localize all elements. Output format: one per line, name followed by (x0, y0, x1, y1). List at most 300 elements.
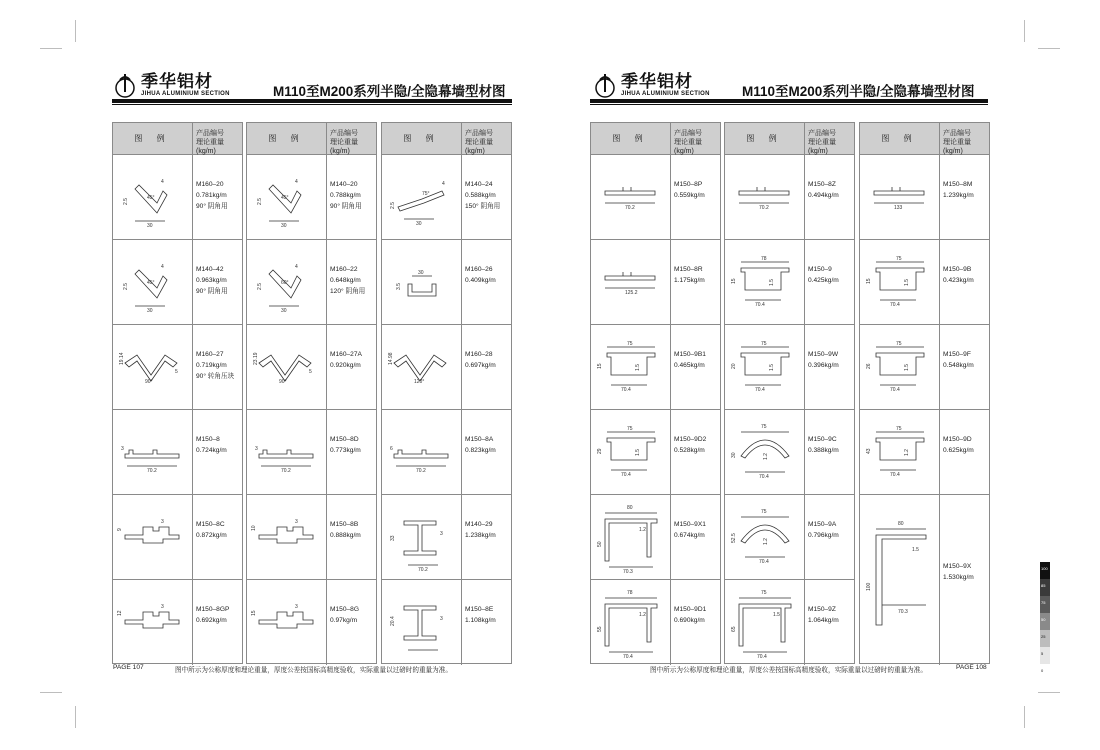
svg-text:30: 30 (281, 308, 287, 314)
header-rule-thin (112, 104, 512, 105)
svg-text:80: 80 (627, 505, 633, 511)
profile-drawing (860, 495, 940, 665)
svg-text:75: 75 (761, 424, 767, 430)
svg-text:70.4: 70.4 (890, 302, 900, 308)
profile-weight: 0.788kg/m (330, 192, 361, 199)
svg-text:120°: 120° (414, 379, 425, 385)
profile-row (247, 495, 376, 580)
profile-code: M150–8P (674, 181, 703, 188)
profile-row (113, 325, 242, 410)
profile-weight: 1.238kg/m (465, 532, 496, 539)
svg-text:2.5: 2.5 (123, 283, 129, 290)
svg-text:70.2: 70.2 (416, 468, 426, 474)
svg-text:1.2: 1.2 (639, 527, 646, 533)
svg-text:5: 5 (309, 369, 312, 375)
left-catalog-column (381, 122, 512, 664)
profile-drawing (725, 580, 805, 665)
profile-diagram (382, 240, 461, 325)
profile-weight: 0.548kg/m (943, 362, 974, 369)
svg-text:30: 30 (147, 223, 153, 229)
svg-text:70.4: 70.4 (755, 302, 765, 308)
profile-row (247, 240, 376, 325)
svg-text:26: 26 (866, 363, 872, 369)
profile-note: 150° 阴角用 (465, 203, 501, 210)
profile-row (382, 410, 511, 495)
profile-weight: 0.409kg/m (465, 277, 496, 284)
profile-weight: 0.674kg/m (674, 532, 705, 539)
profile-note: 120° 阴角用 (330, 288, 366, 295)
color-swatch: 50 (1040, 613, 1050, 630)
profile-drawing (725, 410, 805, 494)
svg-text:100: 100 (866, 582, 872, 591)
header-figure-label: 图 例 (113, 123, 193, 154)
svg-text:1.5: 1.5 (635, 449, 641, 456)
profile-drawing (247, 325, 327, 409)
svg-text:9: 9 (117, 528, 123, 531)
profile-diagram (247, 495, 326, 580)
brand-logo (592, 72, 710, 98)
svg-text:15: 15 (866, 278, 872, 284)
svg-text:1.5: 1.5 (769, 364, 775, 371)
header-code-label (462, 123, 511, 154)
svg-text:29: 29 (597, 448, 603, 454)
profile-diagram (382, 410, 461, 495)
right-catalog-column (590, 122, 721, 664)
svg-text:15: 15 (251, 610, 257, 616)
profile-weight: 0.425kg/m (808, 277, 839, 284)
footer-note: 图中所示为公称厚度和理论重量，厚度公差按国标高精度验收，实际重量以过磅时的重量为准。 (175, 667, 452, 674)
profile-code: M150–9D1 (674, 606, 707, 613)
svg-text:70.4: 70.4 (759, 559, 769, 565)
profile-info (327, 155, 376, 239)
profile-weight: 0.888kg/m (330, 532, 361, 539)
profile-info (462, 155, 511, 239)
profile-code: M150–9X (943, 563, 972, 570)
svg-text:6: 6 (390, 446, 393, 452)
header-code-label (193, 123, 242, 154)
profile-code: M150–8D (330, 436, 359, 443)
header-weight: 理论重量(kg/m) (465, 139, 493, 155)
profile-row (725, 580, 854, 665)
svg-text:70.4: 70.4 (621, 387, 631, 393)
profile-row (860, 325, 989, 410)
color-swatch: 85 (1040, 579, 1050, 596)
profile-note: 90° 阴角用 (196, 288, 228, 295)
header-code: 产品编号 (808, 130, 836, 137)
svg-text:2.5: 2.5 (123, 198, 129, 205)
profile-code: M150–9W (808, 351, 839, 358)
profile-row (725, 495, 854, 580)
profile-weight: 0.724kg/m (196, 447, 227, 454)
profile-info (805, 410, 854, 494)
brand-name-en: JIHUA ALUMINIUM SECTION (621, 91, 710, 97)
profile-row (382, 325, 511, 410)
svg-text:19.14: 19.14 (119, 352, 125, 365)
profile-diagram (591, 495, 670, 580)
svg-text:45°: 45° (147, 280, 155, 286)
profile-info (327, 240, 376, 324)
header-figure-label: 图 例 (725, 123, 805, 154)
svg-text:1.2: 1.2 (763, 538, 769, 545)
svg-text:1.5: 1.5 (635, 364, 641, 371)
profile-info (462, 410, 511, 494)
profile-weight: 1.239kg/m (943, 192, 974, 199)
profile-row (591, 325, 720, 410)
profile-code: M150–8G (330, 606, 359, 613)
profile-weight: 0.823kg/m (465, 447, 496, 454)
profile-row (725, 155, 854, 240)
profile-row (591, 155, 720, 240)
profile-drawing (591, 580, 671, 665)
header-figure-label: 图 例 (247, 123, 327, 154)
profile-diagram (382, 495, 461, 580)
profile-row (382, 495, 511, 580)
svg-text:60°: 60° (281, 280, 289, 286)
profile-row (725, 325, 854, 410)
profile-code: M150–9F (943, 351, 971, 358)
profile-drawing (725, 495, 805, 579)
column-header (113, 123, 242, 155)
profile-code: M150–8R (674, 266, 703, 273)
header-code: 产品编号 (674, 130, 702, 137)
profile-code: M150–8A (465, 436, 494, 443)
profile-code: M160–27 (196, 351, 224, 358)
profile-info (462, 325, 511, 409)
profile-drawing (113, 240, 193, 324)
profile-drawing (860, 325, 940, 409)
profile-info (671, 240, 720, 324)
profile-diagram (725, 410, 804, 495)
profile-drawing (725, 325, 805, 409)
header-code-label (327, 123, 376, 154)
profile-weight: 0.773kg/m (330, 447, 361, 454)
profile-diagram (382, 155, 461, 240)
svg-text:4: 4 (295, 264, 298, 270)
svg-text:70.2: 70.2 (418, 567, 428, 573)
profile-drawing (591, 155, 671, 239)
profile-info (671, 325, 720, 409)
svg-text:75: 75 (761, 590, 767, 596)
profile-drawing (247, 495, 327, 579)
svg-text:1.2: 1.2 (904, 449, 910, 456)
profile-code: M150–8GP (196, 606, 230, 613)
profile-note: 90° 阴角用 (196, 203, 228, 210)
svg-text:3: 3 (295, 519, 298, 525)
right-catalog-column (859, 122, 990, 664)
profile-code: M140–20 (330, 181, 358, 188)
profile-drawing (382, 410, 462, 494)
profile-drawing (591, 325, 671, 409)
profile-info (671, 155, 720, 239)
left-catalog-column (246, 122, 377, 664)
profile-drawing (113, 495, 193, 579)
profile-drawing (247, 410, 327, 494)
svg-text:2.5: 2.5 (257, 283, 263, 290)
profile-info (671, 410, 720, 494)
right-catalog-column (724, 122, 855, 664)
profile-row (247, 580, 376, 665)
profile-diagram (113, 240, 192, 325)
brand-logo (112, 72, 230, 98)
svg-text:78: 78 (627, 590, 633, 596)
svg-text:1.2: 1.2 (639, 612, 646, 618)
svg-text:3: 3 (440, 531, 443, 537)
profile-drawing (113, 155, 193, 239)
svg-text:4: 4 (161, 264, 164, 270)
profile-weight: 0.465kg/m (674, 362, 705, 369)
svg-text:70.2: 70.2 (759, 205, 769, 211)
profile-weight: 0.692kg/m (196, 617, 227, 624)
profile-row (247, 155, 376, 240)
profile-row (591, 410, 720, 495)
profile-diagram (247, 580, 326, 665)
svg-text:4: 4 (161, 179, 164, 185)
svg-text:1.5: 1.5 (904, 279, 910, 286)
profile-info (462, 580, 511, 665)
profile-info (193, 325, 242, 409)
svg-text:70.2: 70.2 (625, 205, 635, 211)
profile-drawing (591, 240, 671, 324)
header-rule-thin (590, 104, 988, 105)
svg-text:75: 75 (896, 256, 902, 262)
profile-drawing (725, 240, 805, 324)
page-title: M110至M200系列半隐/全隐幕墙型材图 (742, 84, 975, 99)
profile-info (940, 325, 989, 409)
svg-text:52.5: 52.5 (731, 533, 737, 543)
profile-row (725, 410, 854, 495)
profile-weight: 0.872kg/m (196, 532, 227, 539)
profile-note: 90° 转角压块 (196, 373, 235, 380)
header-code: 产品编号 (465, 130, 493, 137)
profile-diagram (591, 240, 670, 325)
profile-info (193, 410, 242, 494)
svg-text:30: 30 (418, 270, 424, 276)
svg-text:43: 43 (866, 448, 872, 454)
header-code-label (805, 123, 854, 154)
profile-weight: 0.625kg/m (943, 447, 974, 454)
column-header (725, 123, 854, 155)
svg-text:15: 15 (731, 278, 737, 284)
svg-text:2.5: 2.5 (257, 198, 263, 205)
profile-drawing (382, 155, 462, 239)
header-rule (112, 99, 512, 103)
profile-code: M150–9B1 (674, 351, 706, 358)
header-weight: 理论重量(kg/m) (808, 139, 836, 155)
profile-info (671, 495, 720, 579)
svg-text:90°: 90° (279, 379, 287, 385)
profile-weight: 0.796kg/m (808, 532, 839, 539)
svg-text:3: 3 (255, 446, 258, 452)
profile-drawing (591, 495, 671, 579)
logo-mark-icon (112, 72, 138, 98)
profile-code: M140–24 (465, 181, 493, 188)
profile-weight: 1.530kg/m (943, 574, 974, 581)
svg-text:2.5: 2.5 (390, 202, 396, 209)
svg-text:33: 33 (390, 535, 396, 541)
profile-code: M150–8Z (808, 181, 836, 188)
profile-weight: 0.559kg/m (674, 192, 705, 199)
header-code: 产品编号 (330, 130, 358, 137)
svg-text:30: 30 (731, 452, 737, 458)
profile-info (671, 580, 720, 665)
svg-text:3: 3 (295, 604, 298, 610)
svg-text:75°: 75° (422, 191, 430, 197)
profile-weight: 0.697kg/m (465, 362, 496, 369)
svg-text:3: 3 (161, 604, 164, 610)
profile-drawing (113, 410, 193, 494)
header-weight: 理论重量(kg/m) (674, 139, 702, 155)
svg-text:70.4: 70.4 (890, 387, 900, 393)
header-figure-label: 图 例 (382, 123, 462, 154)
profile-code: M150–8B (330, 521, 359, 528)
profile-code: M160–28 (465, 351, 493, 358)
svg-text:14.98: 14.98 (388, 352, 394, 365)
svg-text:55: 55 (597, 626, 603, 632)
profile-weight: 0.388kg/m (808, 447, 839, 454)
profile-info (327, 325, 376, 409)
profile-diagram (591, 580, 670, 665)
svg-text:70.2: 70.2 (281, 468, 291, 474)
profile-info (327, 580, 376, 665)
column-header (591, 123, 720, 155)
header-weight: 理论重量(kg/m) (196, 139, 224, 155)
svg-text:1.5: 1.5 (904, 364, 910, 371)
svg-text:20.4: 20.4 (390, 616, 396, 626)
svg-text:78: 78 (761, 256, 767, 262)
profile-diagram (725, 155, 804, 240)
profile-diagram (247, 155, 326, 240)
profile-weight: 0.588kg/m (465, 192, 496, 199)
profile-drawing (382, 325, 462, 409)
profile-drawing (382, 580, 462, 665)
profile-info (805, 240, 854, 324)
svg-text:30: 30 (416, 221, 422, 227)
svg-text:75: 75 (761, 509, 767, 515)
profile-weight: 0.648kg/m (330, 277, 361, 284)
profile-info (327, 410, 376, 494)
color-swatch: 5 (1040, 647, 1050, 664)
profile-diagram (725, 580, 804, 665)
left-catalog-column (112, 122, 243, 664)
svg-text:30: 30 (147, 308, 153, 314)
profile-diagram (725, 325, 804, 410)
svg-text:3: 3 (121, 446, 124, 452)
svg-text:70.4: 70.4 (757, 654, 767, 660)
profile-info (805, 325, 854, 409)
svg-text:90°: 90° (145, 379, 153, 385)
svg-text:3: 3 (161, 519, 164, 525)
svg-text:125.2: 125.2 (625, 290, 638, 296)
profile-diagram (113, 495, 192, 580)
profile-row (247, 410, 376, 495)
color-swatch: 100 (1040, 562, 1050, 579)
header-figure-label: 图 例 (860, 123, 940, 154)
profile-code: M160–27A (330, 351, 362, 358)
profile-diagram (860, 155, 939, 240)
profile-info (940, 240, 989, 324)
profile-row (113, 410, 242, 495)
profile-row (247, 325, 376, 410)
profile-code: M150–9X1 (674, 521, 706, 528)
svg-text:15: 15 (597, 363, 603, 369)
profile-weight: 1.108kg/m (465, 617, 496, 624)
profile-diagram (591, 325, 670, 410)
profile-diagram (113, 580, 192, 665)
color-swatch: 75 (1040, 596, 1050, 613)
svg-text:1.5: 1.5 (769, 279, 775, 286)
profile-code: M140–29 (465, 521, 493, 528)
profile-weight: 0.781kg/m (196, 192, 227, 199)
svg-text:75: 75 (627, 426, 633, 432)
profile-diagram (382, 325, 461, 410)
profile-code: M150–8C (196, 521, 225, 528)
svg-text:80: 80 (898, 521, 904, 527)
svg-text:1.5: 1.5 (912, 547, 919, 553)
color-swatch: 0 (1040, 664, 1050, 681)
svg-text:12: 12 (117, 610, 123, 616)
header-weight: 理论重量(kg/m) (943, 139, 971, 155)
profile-weight: 0.963kg/m (196, 277, 227, 284)
profile-diagram (591, 410, 670, 495)
profile-row (591, 580, 720, 665)
profile-row (113, 495, 242, 580)
brand-name-cn: 季华铝材 (621, 72, 693, 91)
profile-code: M150–9A (808, 521, 837, 528)
svg-text:75: 75 (896, 426, 902, 432)
profile-row (113, 155, 242, 240)
profile-code: M150–8E (465, 606, 494, 613)
profile-drawing (860, 155, 940, 239)
profile-diagram (113, 325, 192, 410)
brand-name-en: JIHUA ALUMINIUM SECTION (141, 91, 230, 97)
profile-info (805, 580, 854, 665)
svg-text:75: 75 (627, 341, 633, 347)
profile-drawing (247, 580, 327, 665)
profile-weight: 0.920kg/m (330, 362, 361, 369)
svg-text:3.5: 3.5 (396, 283, 402, 290)
page-title: M110至M200系列半隐/全隐幕墙型材图 (273, 84, 506, 99)
svg-text:20: 20 (731, 363, 737, 369)
profile-diagram (113, 410, 192, 495)
svg-text:65: 65 (731, 626, 737, 632)
header-rule (590, 99, 988, 103)
profile-diagram (860, 240, 939, 325)
svg-text:75: 75 (761, 341, 767, 347)
profile-info (462, 495, 511, 579)
profile-diagram (247, 240, 326, 325)
profile-row (591, 240, 720, 325)
logo-mark-icon (592, 72, 618, 98)
profile-info (193, 580, 242, 665)
profile-weight: 0.97kg/m (330, 617, 358, 624)
svg-text:70.4: 70.4 (623, 654, 633, 660)
header-figure-label: 图 例 (591, 123, 671, 154)
profile-weight: 1.064kg/m (808, 617, 839, 624)
profile-drawing (860, 410, 940, 494)
svg-text:70.4: 70.4 (890, 472, 900, 478)
profile-drawing (113, 580, 193, 665)
svg-text:75: 75 (896, 341, 902, 347)
profile-diagram (113, 155, 192, 240)
profile-code: M160–22 (330, 266, 358, 273)
profile-diagram (247, 410, 326, 495)
svg-text:50: 50 (597, 541, 603, 547)
profile-code: M150–9B (943, 266, 972, 273)
profile-code: M140–42 (196, 266, 224, 273)
profile-code: M150–9D2 (674, 436, 707, 443)
profile-drawing (382, 495, 462, 579)
svg-text:5: 5 (175, 369, 178, 375)
